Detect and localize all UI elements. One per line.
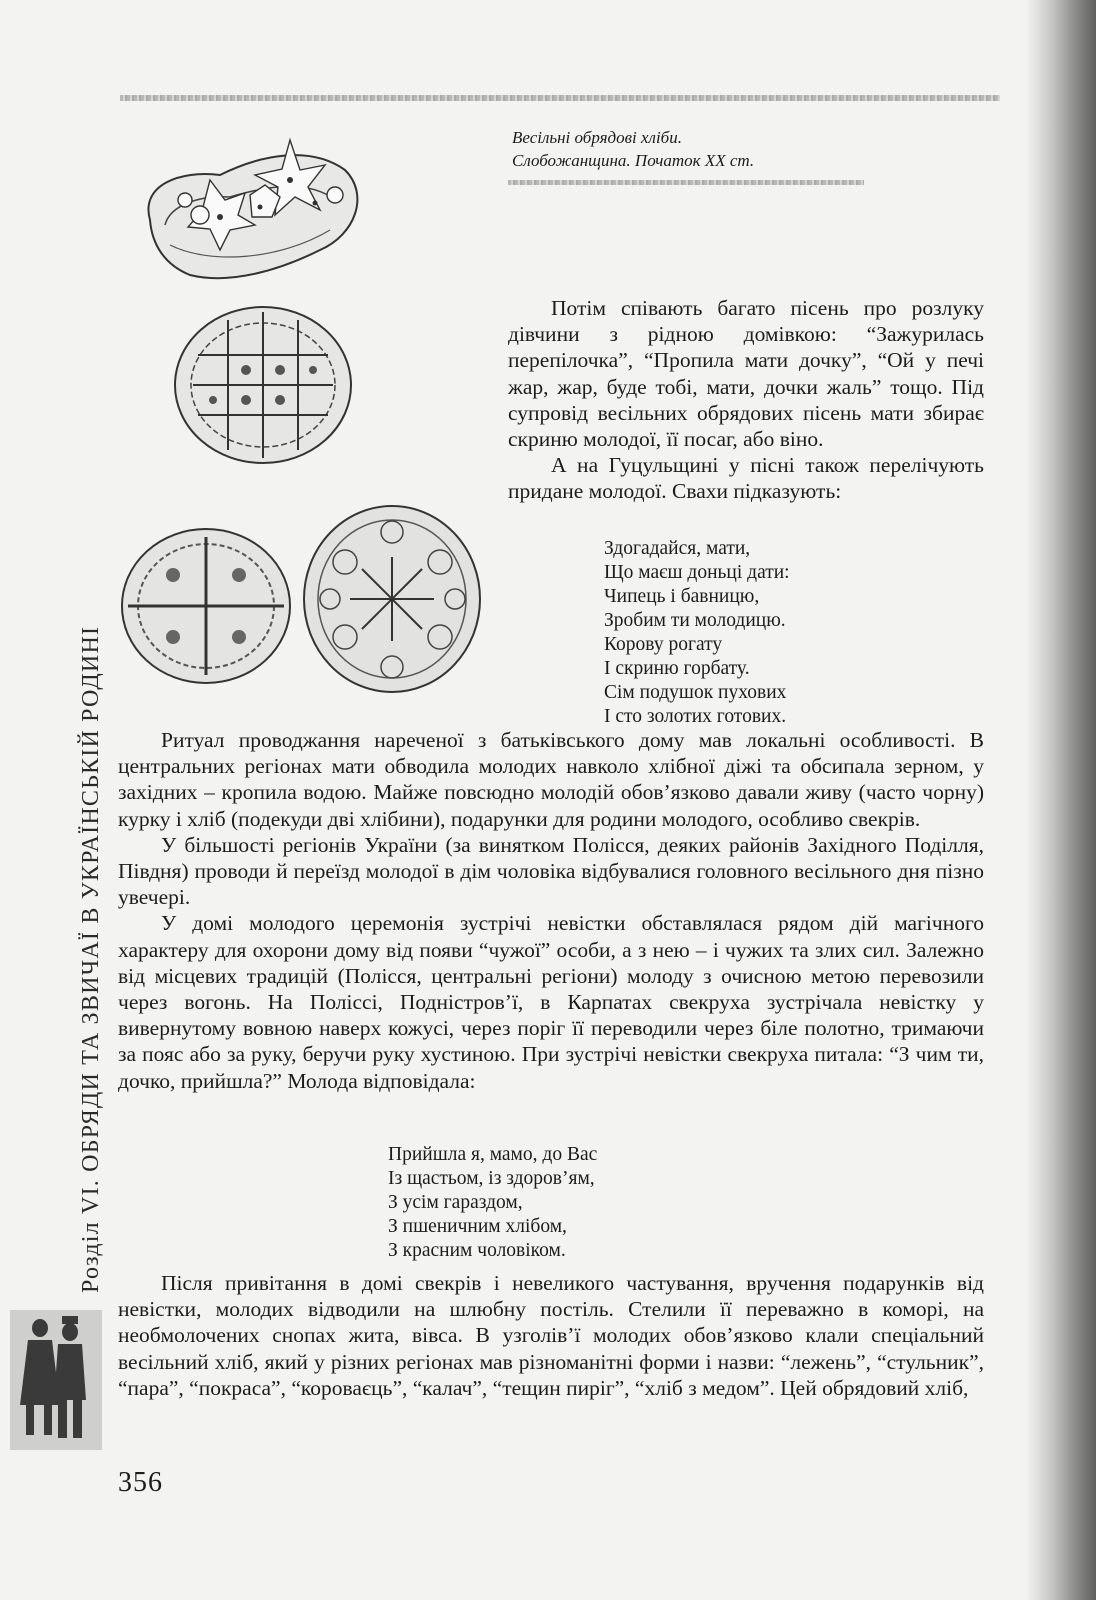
wedding-bread-illustration-4 xyxy=(300,502,484,696)
paragraph: А на Гуцульщині у пісні також перелічують придане молодої. Свахи підказують: xyxy=(508,453,984,504)
verse-line: Здогадайся, мати, xyxy=(604,538,751,559)
verse-line: Із щастьом, із здоров’ям, xyxy=(388,1168,595,1189)
text-column-final xyxy=(118,1270,984,1401)
paragraph: Ритуал проводжання нареченої з батьківського дому мав локальні особливості. В центральних регіонах мати обводила молодих навколо хлібної діжі та обсипала зерном, у західних – кропила водою. Майже повсюдно молодій обов’язково давали живу (часто чорну) курку і хліб (подекуди дві хлібини), подарунки для родини молодого, особливо свекрів. xyxy=(118,728,984,831)
section-title-vertical: Розділ VI. ОБРЯДИ ТА ЗВИЧАЇ В УКРАЇНСЬКІЙ РОДИНІ xyxy=(78,625,104,1293)
wedding-bread-illustration-1 xyxy=(140,125,370,295)
wedding-bread-illustration-2 xyxy=(168,300,358,470)
verse-line: Корову рогату xyxy=(604,634,723,655)
verse-line: Що маєш доньці дати: xyxy=(604,562,790,583)
folk-couple-emblem xyxy=(10,1310,102,1450)
verse-line: І сто золотих готових. xyxy=(604,706,787,727)
wedding-bread-illustration-3 xyxy=(118,525,294,687)
header-rule xyxy=(120,95,1000,101)
verse-block-2 xyxy=(388,1143,597,1263)
paragraph: Після привітання в домі свекрів і невеликого частування, вручення подарунків від невістки, молодих відводили на шлюбну постіль. Стелили її переважно в коморі, на необмолочених снопах жита, вівса. В узголів’ї молодих обов’язково клали спеціальний весільний хліб, який у різних регіонах мав різноманітні форми і назви: “лежень”, “стульник”, “пара”, “покраса”, “короваєць”, “калач”, “тещин пиріг”, “хліб з медом”. Цей обрядовий хліб, xyxy=(118,1271,984,1400)
paragraph: У домі молодого церемонія зустрічі невістки обставлялася рядом дій магічного характеру для охорони дому від появи “чужої” особи, а з нею – і чужих та злих сил. Залежно від місцевих традицій (Полісся, центральні регіони) молоду з очисною метою перевозили через вогонь. На Поліссі, Подністров’ї, в Карпатах свекруха зустрічала невістку у вивернутому вовною наверх кожусі, через поріг її переводили через біле полотно, тримаючи за пояс або за руку, беручи руку хустиною. При зустрічі невістки свекруха питала: “З чим ти, дочко, прийшла?” Молода відповідала: xyxy=(118,911,984,1093)
caption-line-2: Слобожанщина. Початок XX ст. xyxy=(512,151,755,170)
verse-line: І скриню горбату. xyxy=(604,658,750,679)
verse-line: Зробим ти молодицю. xyxy=(604,610,786,631)
verse-line: З красним чоловіком. xyxy=(388,1240,566,1261)
text-column-right xyxy=(508,295,984,505)
caption-rule xyxy=(508,180,864,185)
verse-block-1 xyxy=(604,537,790,729)
illustration-caption xyxy=(512,126,754,172)
verse-line: Чипець і бавницю, xyxy=(604,586,760,607)
paragraph: У більшості регіонів України (за винятком Полісся, деяких районів Західного Поділля, Півдня) проводи й переїзд молодої в дім чоловіка відбувалися головного весільного дня пізно увечері. xyxy=(118,832,984,910)
verse-line: З усім гараздом, xyxy=(388,1192,523,1213)
text-column-main xyxy=(118,727,984,1094)
verse-line: Сім подушок пухових xyxy=(604,682,787,703)
page-number: 356 xyxy=(118,1467,163,1498)
page-edge-shadow xyxy=(1026,0,1096,1600)
caption-line-1: Весільні обрядові хліби. xyxy=(512,128,682,147)
verse-line: Прийшла я, мамо, до Вас xyxy=(388,1144,598,1165)
verse-line: З пшеничним хлібом, xyxy=(388,1216,567,1237)
paragraph: Потім співають багато пісень про розлуку дівчини з рідною домівкою: “Зажурилась перепілочка”, “Пропила мати дочку”, “Ой у печі жар, жар, буде тобі, мати, дочки жаль” тощо. Під супровід весільних обрядових пісень мати збирає скриню молодої, її посаг, або віно. xyxy=(508,296,984,452)
